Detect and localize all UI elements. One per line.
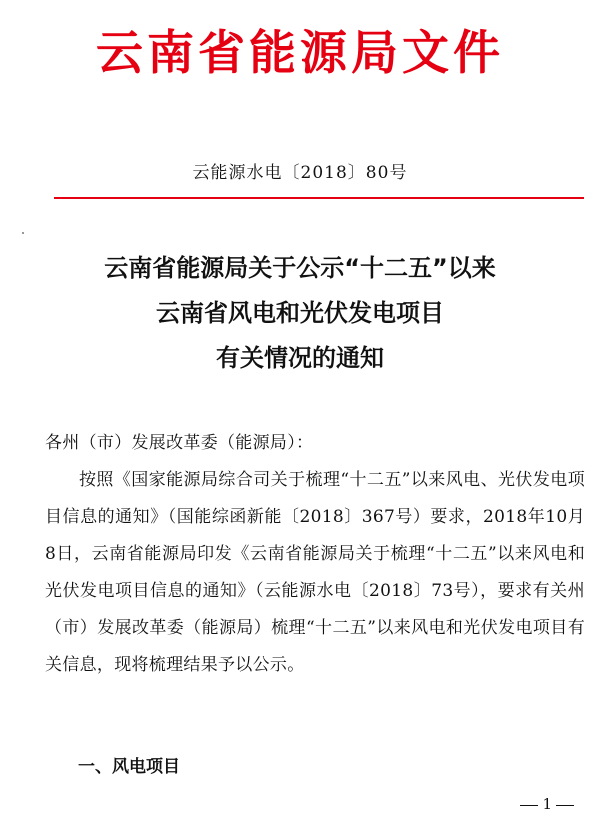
notice-title-line-3: 有关情况的通知 (216, 344, 384, 372)
page-number-dash-left (520, 805, 538, 806)
body-paragraph: 按照《国家能源局综合司关于梳理“十二五”以来风电、光伏发电项目信息的通知》（国能综函新能〔2018〕367号）要求，2018年10月8日，云南省能源局印发《云南省能源局关于梳理“十二五”以来风电和光伏发电项目信息的通知》（云能源水电〔2018〕73号），要求有关州（市）发展改革委（能源局）梳理“十二五”以来风电和光伏发电项目有关信息，现将梳理结果予以公示。 (45, 470, 585, 675)
page-number-dash-right (556, 805, 574, 806)
red-divider-rule (54, 197, 584, 199)
scan-speck (22, 232, 24, 234)
issuing-authority-header: 云南省能源局文件 (96, 26, 504, 81)
section-heading-wind-projects: 一、风电项目 (78, 757, 180, 777)
page-number-value: 1 (542, 795, 552, 813)
addressee: 各州（市）发展改革委（能源局）： (45, 433, 314, 453)
notice-title (0, 246, 600, 381)
notice-body (45, 425, 585, 684)
notice-title-line-1: 云南省能源局关于公示“十二五”以来 (104, 254, 496, 282)
document-number: 云能源水电〔2018〕80号 (192, 163, 408, 183)
notice-title-line-2: 云南省风电和光伏发电项目 (156, 299, 444, 327)
page-number (516, 795, 578, 813)
